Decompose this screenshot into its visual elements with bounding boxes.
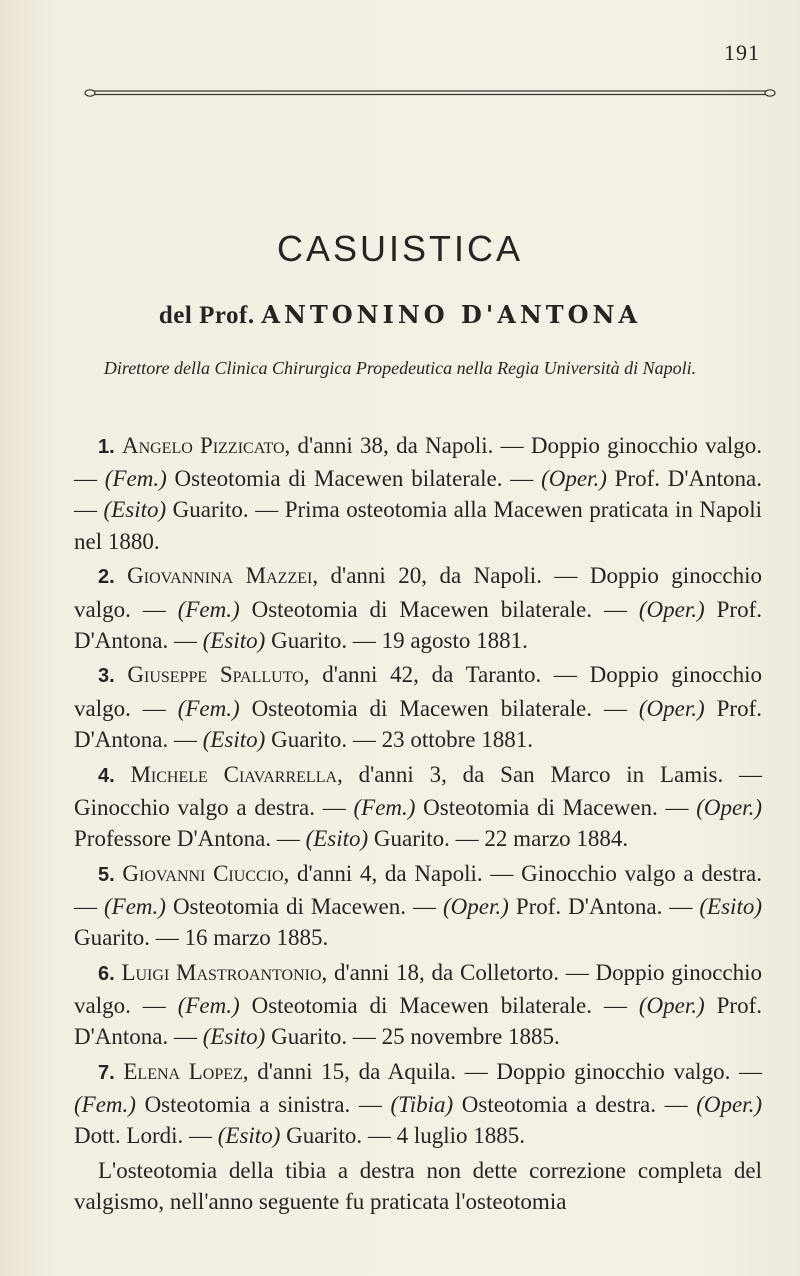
- case-entry: [74, 1056, 762, 1152]
- case-outcome: Guarito. — 19 agosto 1881.: [265, 627, 528, 653]
- case-number: 5.: [98, 863, 115, 886]
- case-operator: Prof. D'Antona. —: [74, 466, 762, 523]
- case-procedure: Osteotomia di Macewen bilaterale. —: [239, 695, 639, 721]
- case-outcome: Guarito. — Prima osteotomia alla Macewen praticata in Napoli nel 1880.: [74, 497, 762, 554]
- oper-label: (Oper.): [541, 466, 607, 492]
- case-note: L'osteotomia della tibia a destra non dette correzione completa del valgismo, nell'anno seguente fu praticata l'osteotomia: [74, 1157, 762, 1215]
- oper-label: (Oper.): [696, 1092, 762, 1118]
- decorative-rule: [84, 86, 776, 100]
- case-list: [74, 430, 762, 1221]
- tibia-label: (Tibia): [390, 1092, 454, 1118]
- esito-label: (Esito): [202, 627, 266, 653]
- case-operator: Prof. D'Antona. —: [74, 596, 762, 653]
- case-operator: Prof. D'Antona. —: [74, 992, 762, 1050]
- oper-label: (Oper.): [638, 596, 705, 622]
- ornamental-divider-icon: [84, 86, 776, 100]
- case-operator: Dott. Lordi. —: [74, 1123, 218, 1149]
- page-number: 191: [724, 40, 760, 65]
- fem-label: (Fem.): [104, 893, 166, 919]
- patient-name: Elena Lopez,: [123, 1058, 249, 1084]
- case-entry: [74, 957, 762, 1053]
- case-procedure: Osteotomia a sinistra. —: [135, 1092, 391, 1118]
- case-outcome: Guarito. — 16 marzo 1885.: [74, 925, 329, 951]
- esito-label: (Esito): [305, 825, 369, 851]
- case-operator: Professore D'Antona. —: [74, 825, 306, 851]
- oper-label: (Oper.): [638, 695, 705, 721]
- case-operator: Prof. D'Antona. —: [508, 893, 700, 919]
- case-entry: [74, 659, 762, 755]
- case-outcome: Guarito. — 23 ottobre 1881.: [265, 726, 533, 752]
- case-entry: [74, 560, 762, 656]
- case-entry: [74, 858, 762, 954]
- case-procedure: Osteotomia di Macewen. —: [415, 794, 697, 820]
- case-intro: d'anni 18, da Colletorto. — Doppio ginocchio valgo. —: [74, 959, 763, 1018]
- case-tibia-procedure: Osteotomia a destra. —: [453, 1092, 697, 1118]
- esito-label: (Esito): [202, 1024, 266, 1050]
- case-number: 6.: [98, 962, 115, 985]
- case-intro: d'anni 15, da Aquila. — Doppio ginocchio valgo. —: [248, 1058, 762, 1084]
- case-outcome: Guarito. — 4 luglio 1885.: [280, 1123, 526, 1149]
- fem-label: (Fem.): [177, 992, 240, 1018]
- case-entry: [74, 430, 762, 557]
- case-outcome: Guarito. — 22 marzo 1884.: [368, 825, 629, 851]
- case-intro: d'anni 3, da San Marco in Lamis. — Ginocchio valgo a destra. —: [74, 761, 762, 820]
- patient-name: Angelo Pizzicato,: [121, 433, 291, 458]
- case-intro: d'anni 38, da Napoli. — Doppio ginocchio valgo. —: [74, 433, 762, 492]
- case-intro: d'anni 20, da Napoli. — Doppio ginocchio valgo. —: [74, 563, 763, 622]
- case-intro: d'anni 4, da Napoli. — Ginocchio valgo a destra. —: [74, 860, 762, 919]
- fem-label: (Fem.): [353, 794, 416, 820]
- fem-label: (Fem.): [177, 596, 240, 622]
- oper-label: (Oper.): [638, 992, 705, 1018]
- esito-label: (Esito): [202, 726, 266, 752]
- case-number: 3.: [98, 665, 115, 688]
- esito-label: (Esito): [103, 497, 167, 523]
- case-intro: d'anni 42, da Taranto. — Doppio ginocchio valgo. —: [74, 662, 763, 721]
- page-title: CASUISTICA: [276, 228, 524, 269]
- patient-name: Giovannina Mazzei,: [127, 563, 319, 589]
- patient-name: Giovanni Ciuccio,: [122, 860, 290, 886]
- case-entry: [74, 759, 762, 855]
- patient-name: Giuseppe Spalluto,: [127, 662, 310, 688]
- case-procedure: Osteotomia di Macewen bilaterale. —: [239, 596, 639, 622]
- case-procedure: Osteotomia di Macewen bilaterale. —: [239, 992, 639, 1018]
- author-prefix: del Prof.: [158, 302, 255, 329]
- esito-label: (Esito): [699, 893, 762, 919]
- case-number: 2.: [98, 566, 115, 589]
- esito-label: (Esito): [217, 1123, 281, 1149]
- author-name: ANTONINO D'ANTONA: [261, 300, 642, 329]
- case-procedure: Osteotomia di Macewen. —: [165, 893, 444, 919]
- patient-name: Luigi Mastroantonio,: [121, 959, 328, 985]
- author-line: [0, 300, 800, 330]
- case-operator: Prof. D'Antona. —: [74, 695, 762, 752]
- fem-label: (Fem.): [74, 1092, 136, 1118]
- oper-label: (Oper.): [443, 893, 509, 919]
- author-affiliation: Direttore della Clinica Chirurgica Propedeutica nella Regia Università di Napoli.: [103, 358, 697, 378]
- patient-name: Michele Ciavarrella,: [130, 761, 343, 787]
- case-number: 4.: [98, 764, 115, 787]
- case-outcome: Guarito. — 25 novembre 1885.: [265, 1024, 560, 1050]
- oper-label: (Oper.): [696, 794, 762, 820]
- fem-label: (Fem.): [104, 466, 167, 492]
- case-procedure: Osteotomia di Macewen bilaterale. —: [166, 466, 542, 492]
- case-number: 7.: [98, 1061, 115, 1084]
- fem-label: (Fem.): [177, 695, 240, 721]
- case-number: 1.: [98, 436, 115, 458]
